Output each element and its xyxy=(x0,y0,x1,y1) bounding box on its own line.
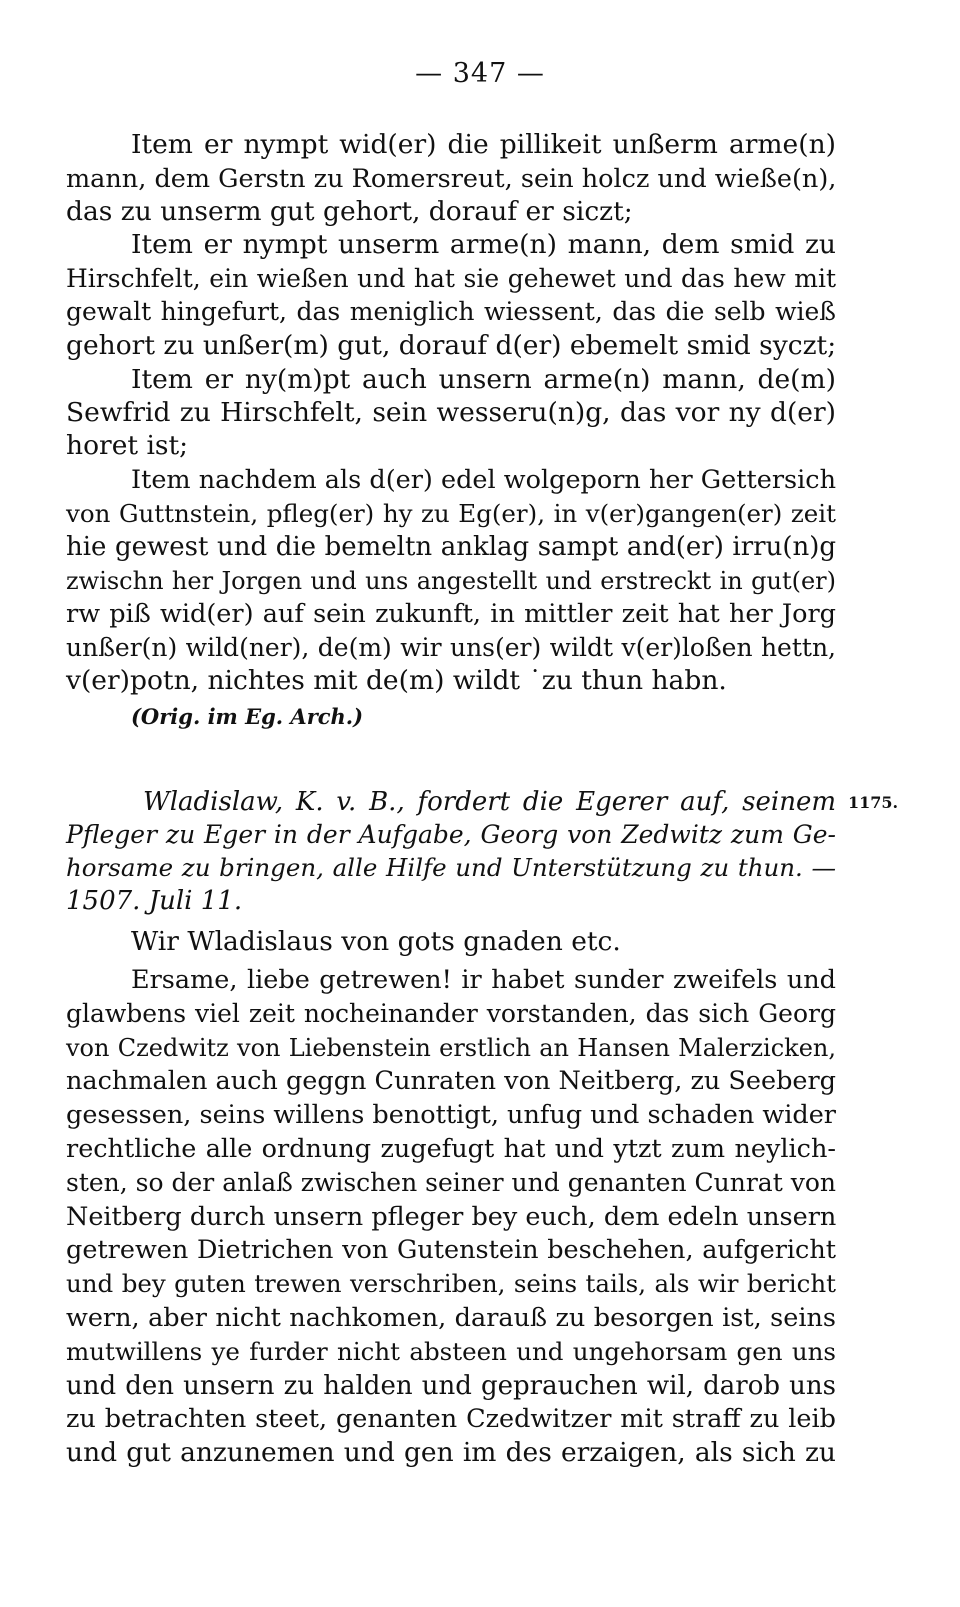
text-line: zu betrachten steet, genanten Czedwitzer mit straff zu leib xyxy=(66,1404,836,1434)
text-line: v(er)potn, nichtes mit de(m) wildt ˙zu thun habn. xyxy=(66,665,727,696)
text-line: von Guttnstein, pfleg(er) hy zu Eg(er), in v(er)gangen(er) zeit xyxy=(66,499,836,528)
text-line: mann, dem Gerstn zu Romersreut, sein holcz und wieße(n), xyxy=(66,164,837,194)
page-number: — 347 — xyxy=(415,58,545,89)
text-line: rechtliche alle ordnung zugefugt hat und ytzt zum neylich- xyxy=(66,1134,836,1164)
text-line: mutwillens ye furder nicht absteen und ungehorsam gen uns xyxy=(66,1337,836,1366)
text-line: das zu unserm gut gehort, dorauf er siczt; xyxy=(66,196,633,227)
text-line: glawbens viel zeit nocheinander vorstanden, das sich Georg xyxy=(66,999,836,1028)
heading-line: horsame zu bringen, alle Hilfe und Unterstützung zu thun. — xyxy=(66,853,836,882)
text-line: unßer(n) wild(ner), de(m) wir uns(er) wildt v(er)loßen hettn, xyxy=(66,633,836,662)
heading-line: Wladislaw, K. v. B., fordert die Egerer auf, seinem xyxy=(143,787,836,817)
text-line: Wir Wladislaus von gots gnaden etc. xyxy=(131,926,621,957)
heading-line: Pfleger zu Eger in der Aufgabe, Georg von Zedwitz zum Ge- xyxy=(66,820,836,849)
text-line: Hirschfelt, ein wießen und hat sie gehewet und das hew mit xyxy=(66,264,836,293)
document-number: 1175. xyxy=(848,793,899,812)
heading-line: 1507. Juli 11. xyxy=(66,886,243,916)
text-line: nachmalen auch geggn Cunraten von Neitberg, zu Seeberg xyxy=(66,1066,836,1096)
text-line: Ersame, liebe getrewen! ir habet sunder zweifels und xyxy=(131,965,836,995)
text-line: und den unsern zu halden und geprauchen wil, darob uns xyxy=(66,1371,836,1401)
text-line: zwischn her Jorgen und uns angestellt und erstreckt in gut(er) xyxy=(66,567,836,595)
text-line: Item er ny(m)pt auch unsern arme(n) mann, de(m) xyxy=(131,364,836,395)
text-line: Item er nympt wid(er) die pillikeit unßerm arme(n) xyxy=(131,129,836,160)
text-line: wern, aber nicht nachkomen, darauß zu besorgen ist, seins xyxy=(66,1303,836,1333)
text-line: und gut anzunemen und gen im des erzaigen, als sich zu xyxy=(66,1437,836,1468)
text-line: und bey guten trewen verschriben, seins tails, als wir bericht xyxy=(66,1269,836,1298)
text-line: gehort zu unßer(m) gut, dorauf d(er) ebemelt smid syczt; xyxy=(66,330,837,361)
text-line: Item er nympt unserm arme(n) mann, dem smid zu xyxy=(131,229,836,260)
text-line: Neitberg durch unsern pfleger bey euch, dem edeln unsern xyxy=(66,1202,837,1232)
text-line: Item nachdem als d(er) edel wolgeporn her Gettersich xyxy=(131,465,836,495)
text-line: Sewfrid zu Hirschfelt, sein wesseru(n)g, das vor ny d(er) xyxy=(66,397,836,428)
text-line: sten, so der anlaß zwischen seiner und genanten Cunrat von xyxy=(66,1168,836,1197)
text-line: horet ist; xyxy=(66,430,189,461)
text-line: rw piß wid(er) auf sein zukunft, in mittler zeit hat her Jorg xyxy=(66,599,836,629)
text-line: gesessen, seins willens benottigt, unfug und schaden wider xyxy=(66,1100,836,1130)
text-line: getrewen Dietrichen von Gutenstein beschehen, aufgericht xyxy=(66,1235,836,1265)
source-note: (Orig. im Eg. Arch.) xyxy=(131,704,364,729)
text-line: von Czedwitz von Liebenstein erstlich an Hansen Malerzicken, xyxy=(66,1034,836,1062)
text-line: hie gewest und die bemeltn anklag sampt and(er) irru(n)g xyxy=(66,532,836,562)
text-line: gewalt hingefurt, das meniglich wiessent, das die selb wieß xyxy=(66,297,836,326)
